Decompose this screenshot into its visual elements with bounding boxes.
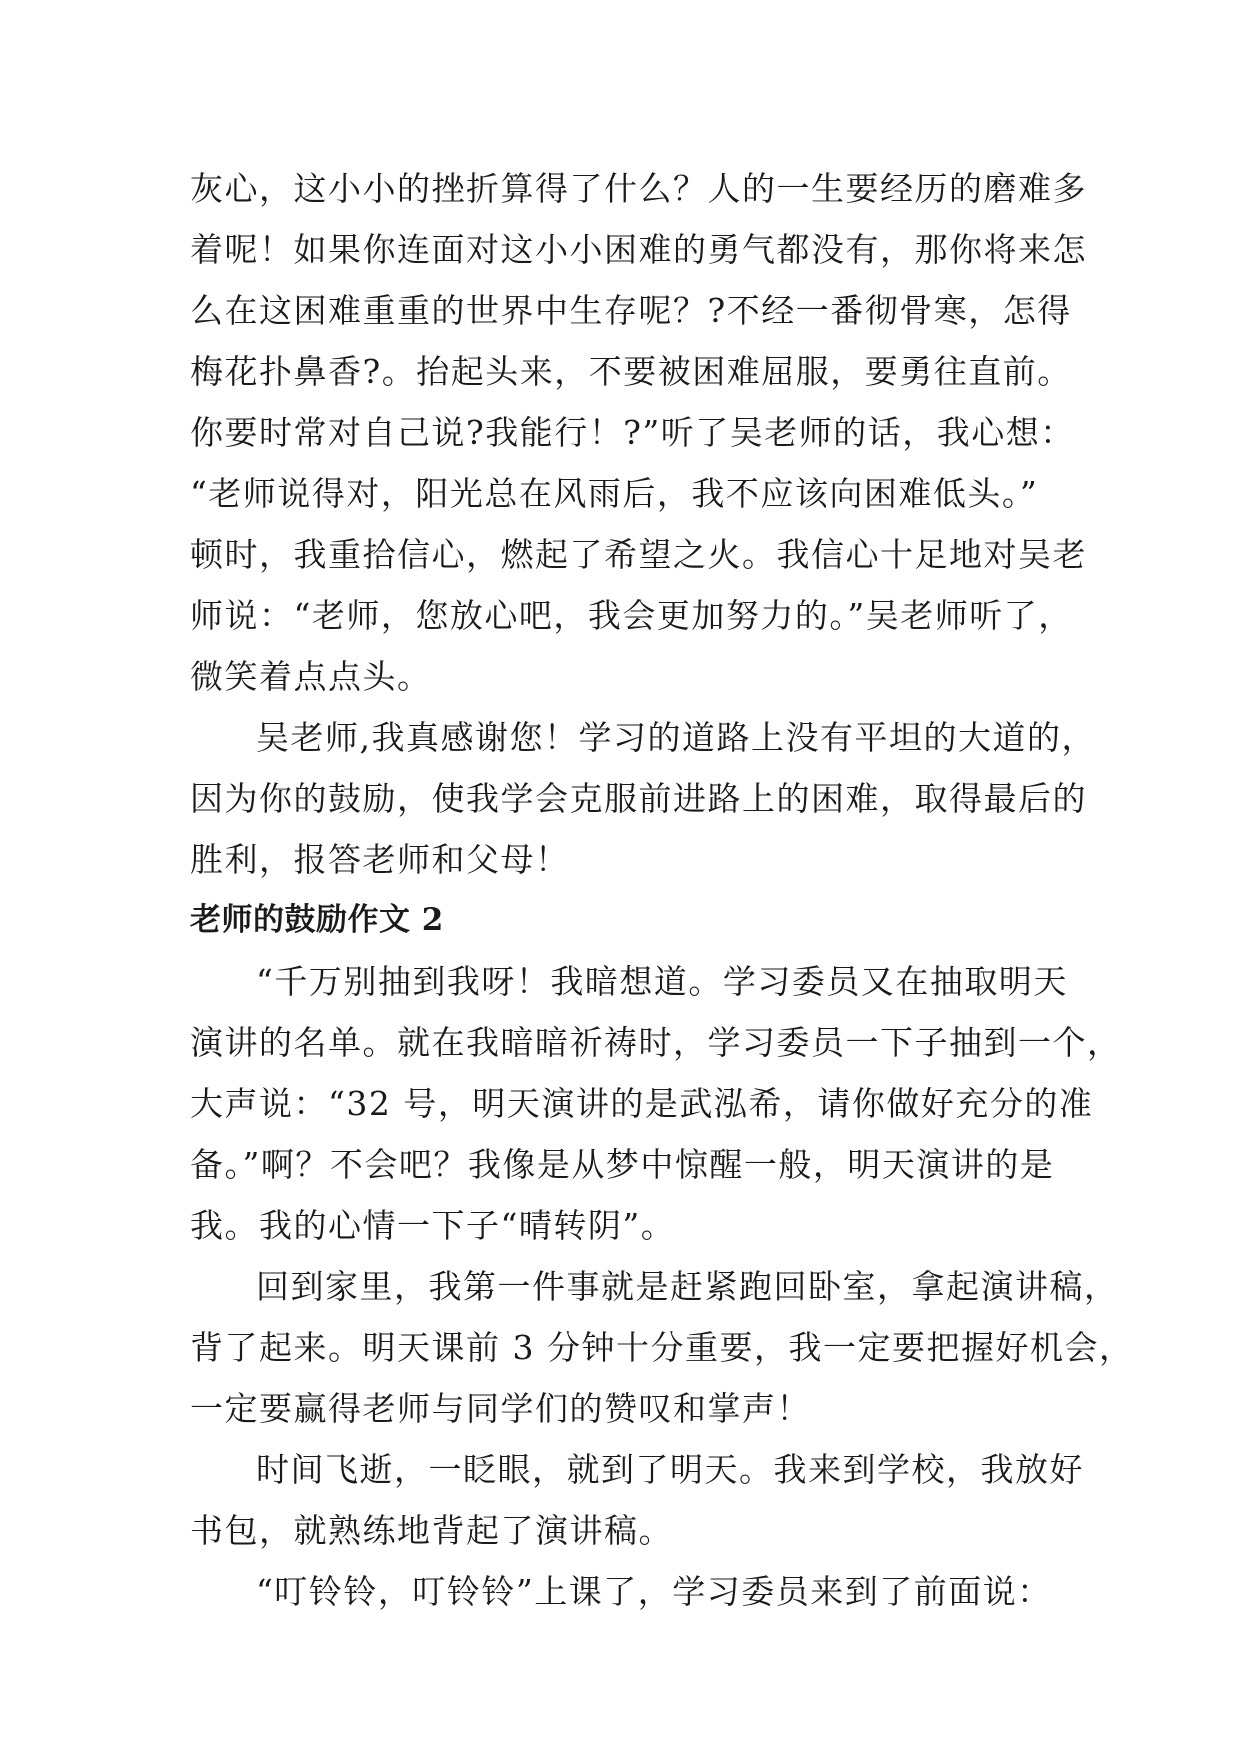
text-line: 师说：“老师，您放心吧，我会更加努力的。”吴老师听了， <box>190 596 1073 635</box>
paragraph-practice <box>190 1256 1134 1439</box>
text-line: 因为你的鼓励，使我学会克服前进路上的困难，取得最后的 <box>190 779 1087 818</box>
text-line: 我。我的心情一下子“晴转阴”。 <box>190 1206 676 1245</box>
paragraph-thanks <box>190 707 1096 890</box>
paragraph-next-day <box>190 1439 1084 1561</box>
text-line: 微笑着点点头。 <box>190 657 432 696</box>
text-line: 演讲的名单。就在我暗暗祈祷时，学习委员一下子抽到一个， <box>190 1023 1122 1062</box>
text-line: 一定要赢得老师与同学们的赞叹和掌声！ <box>190 1389 811 1428</box>
text-line: 大声说：“32 号，明天演讲的是武泓希，请你做好充分的准 <box>190 1084 1094 1123</box>
text-line: 梅花扑鼻香?。抬起头来，不要被困难屈服，要勇往直前。 <box>190 352 1072 391</box>
text-line: 着呢！如果你连面对这小小困难的勇气都没有，那你将来怎 <box>190 230 1087 269</box>
text-line: “老师说得对，阳光总在风雨后，我不应该向困难低头。” <box>190 474 1039 513</box>
text-line: 吴老师,我真感谢您！学习的道路上没有平坦的大道的， <box>256 718 1096 757</box>
text-line: “千万别抽到我呀！我暗想道。学习委员又在抽取明天 <box>256 962 1068 1001</box>
text-line: 备。”啊？不会吧？我像是从梦中惊醒一般，明天演讲的是 <box>190 1145 1055 1184</box>
text-line: 顿时，我重拾信心，燃起了希望之火。我信心十足地对吴老 <box>190 535 1087 574</box>
text-line: 么在这困难重重的世界中生存呢？?不经一番彻骨寒，怎得 <box>190 291 1072 330</box>
paragraph-speech-draw <box>190 951 1122 1256</box>
text-line: 时间飞逝，一眨眼，就到了明天。我来到学校，我放好 <box>256 1450 1084 1489</box>
text-line: 背了起来。明天课前 3 分钟十分重要，我一定要把握好机会， <box>190 1328 1134 1367</box>
text-line: 胜利，报答老师和父母！ <box>190 840 570 879</box>
document-body <box>190 158 1134 1622</box>
section-heading: 老师的鼓励作文 2 <box>190 902 444 938</box>
text-line: 书包，就熟练地背起了演讲稿。 <box>190 1511 673 1550</box>
text-line: 你要时常对自己说?我能行！?”听了吴老师的话，我心想： <box>190 413 1075 452</box>
paragraph-encouragement-dialogue <box>190 158 1087 707</box>
text-line: 灰心，这小小的挫折算得了什么？人的一生要经历的磨难多 <box>190 169 1087 208</box>
text-line: 回到家里，我第一件事就是赶紧跑回卧室，拿起演讲稿， <box>256 1267 1119 1306</box>
text-line: “叮铃铃，叮铃铃”上课了，学习委员来到了前面说： <box>256 1572 1052 1611</box>
paragraph-class-bell <box>190 1561 1070 1622</box>
